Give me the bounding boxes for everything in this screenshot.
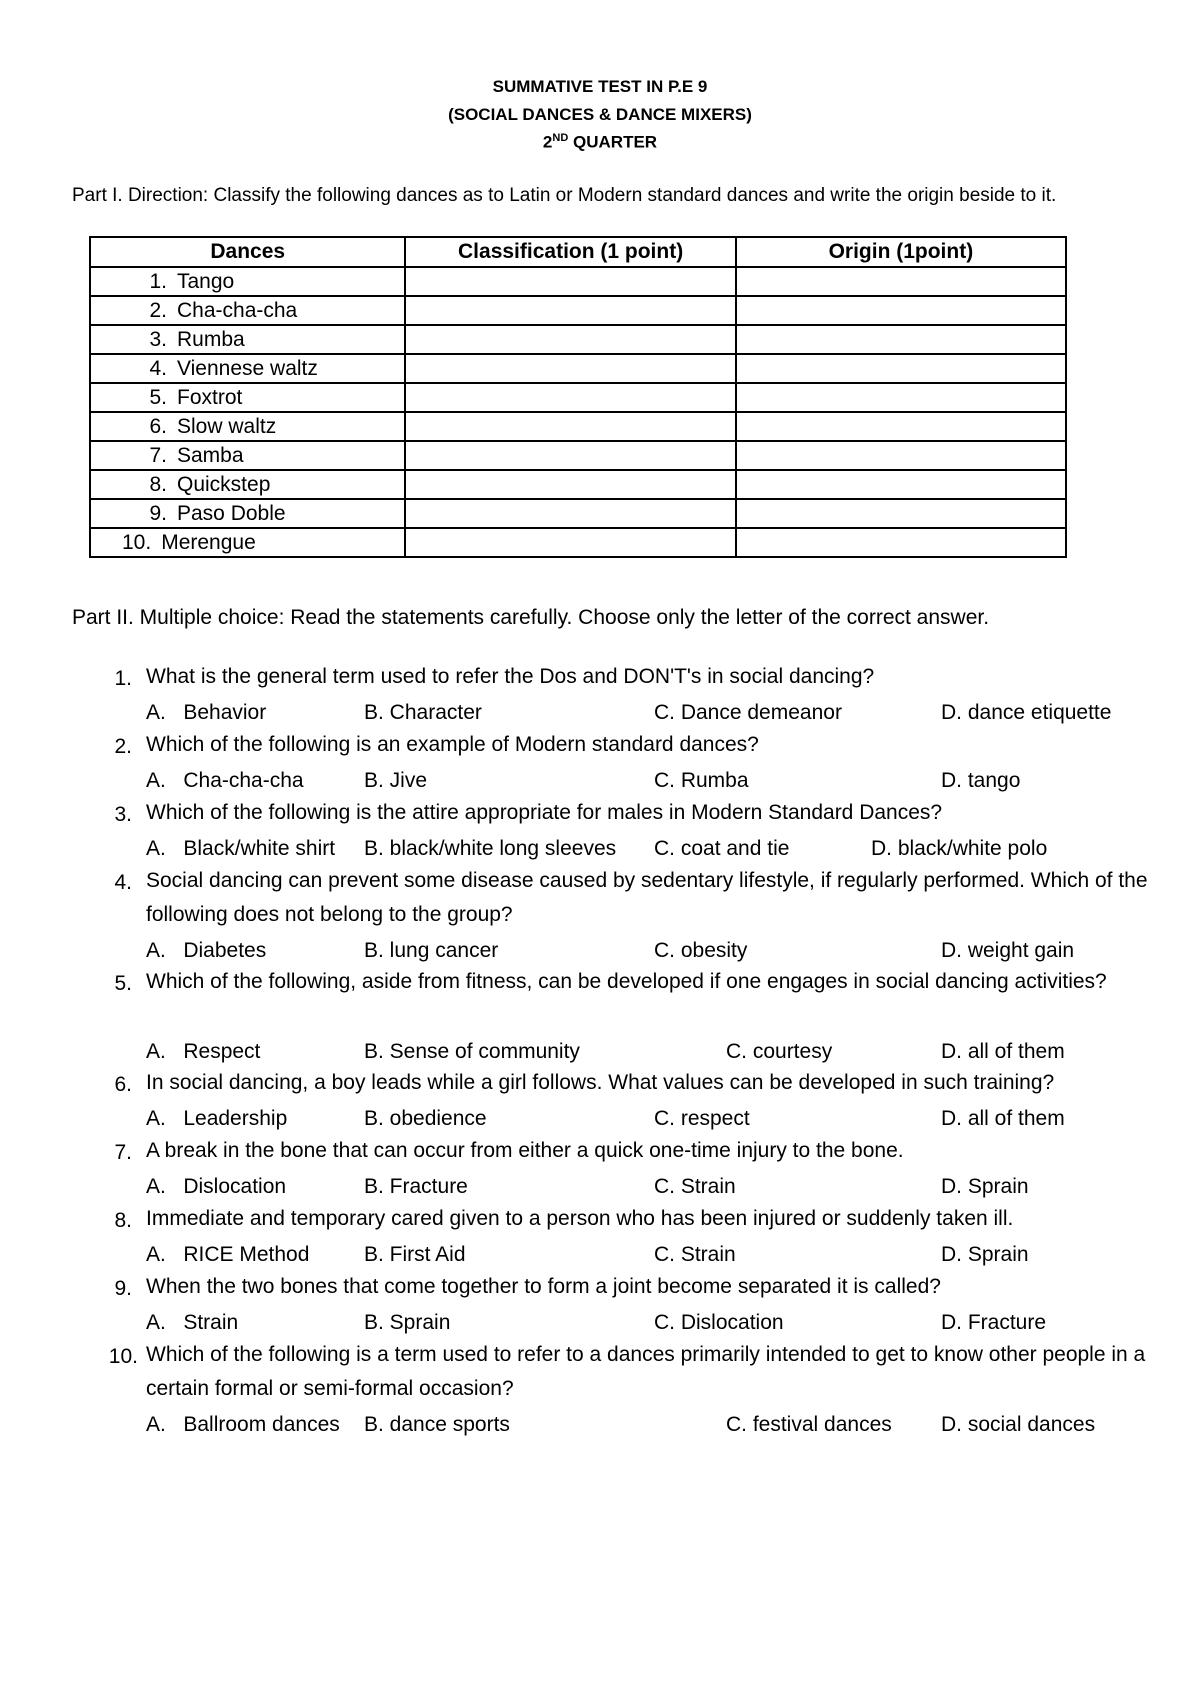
dance-name: Samba [177,443,244,467]
option-d[interactable]: D. all of them [941,1040,1065,1063]
option-a[interactable]: A. Strain [146,1311,239,1334]
classification-answer-cell[interactable] [405,267,735,296]
classification-answer-cell[interactable] [405,383,735,412]
table-row [90,499,1066,528]
classification-answer-cell[interactable] [405,441,735,470]
table-row [90,528,1066,557]
question-text: Which of the following is a term used to refer to a dances primarily intended to get to know other people in a certain formal or semi-formal occasion? [146,1343,1146,1400]
option-c[interactable]: C. festival dances [726,1413,892,1436]
dance-number: 7. [149,443,167,467]
origin-answer-cell[interactable] [736,528,1066,557]
option-d[interactable]: D. dance etiquette [941,701,1112,724]
dance-name: Slow waltz [177,414,277,438]
option-d[interactable]: D. black/white polo [871,837,1048,860]
option-d[interactable]: D. Sprain [941,1175,1029,1198]
option-b[interactable]: B. dance sports [364,1413,510,1436]
origin-answer-cell[interactable] [736,412,1066,441]
option-b[interactable]: B. black/white long sleeves [364,837,617,860]
question-text: Which of the following, aside from fitness, can be developed if one engages in social dancing activities? [146,970,1107,993]
table-row [90,267,1066,296]
classification-answer-cell[interactable] [405,412,735,441]
classification-answer-cell[interactable] [405,354,735,383]
origin-answer-cell[interactable] [736,296,1066,325]
dance-name: Paso Doble [177,501,286,525]
table-row [90,383,1066,412]
question-number: 3. [114,803,132,826]
option-a[interactable]: A. Respect [146,1040,261,1063]
option-b[interactable]: B. Fracture [364,1175,468,1198]
dance-number: 1. [149,269,167,293]
answer-options [146,1107,1146,1137]
option-c[interactable]: C. Strain [654,1175,736,1198]
classification-answer-cell[interactable] [405,528,735,557]
test-subtitle: (SOCIAL DANCES & DANCE MIXERS) [448,105,752,124]
question-number: 2. [114,735,132,758]
origin-answer-cell[interactable] [736,267,1066,296]
option-a[interactable]: A. RICE Method [146,1243,310,1266]
option-c[interactable]: C. Strain [654,1243,736,1266]
option-d[interactable]: D. Fracture [941,1311,1047,1334]
dance-cell [90,441,405,470]
dance-cell [90,412,405,441]
column-header-classification: Classification (1 point) [405,237,735,267]
dance-name: Viennese waltz [177,356,318,380]
answer-options [146,1243,1146,1273]
option-c[interactable]: C. Dance demeanor [654,701,842,724]
part1-direction: Part I. Direction: Classify the following dances as to Latin or Modern standard dances and write the origin beside to it. [72,185,1057,206]
dance-cell [90,354,405,383]
classification-answer-cell[interactable] [405,325,735,354]
question-number: 4. [114,871,132,894]
table-row [90,412,1066,441]
table-row [90,354,1066,383]
answer-options [146,1413,1146,1443]
dance-cell [90,499,405,528]
option-c[interactable]: C. Dislocation [654,1311,784,1334]
dance-cell [90,325,405,354]
option-d[interactable]: D. social dances [941,1413,1096,1436]
origin-answer-cell[interactable] [736,325,1066,354]
option-a[interactable]: A. Leadership [146,1107,288,1130]
answer-options [146,769,1146,799]
option-a[interactable]: A. Cha-cha-cha [146,769,304,792]
option-b[interactable]: B. First Aid [364,1243,466,1266]
option-a[interactable]: A. Ballroom dances [146,1413,340,1436]
dance-cell [90,267,405,296]
question-text: What is the general term used to refer the Dos and DON'T's in social dancing? [146,665,875,688]
dance-number: 8. [149,472,167,496]
question-text: A break in the bone that can occur from either a quick one-time injury to the bone. [146,1139,904,1162]
option-b[interactable]: B. Sense of community [364,1040,580,1063]
dance-number: 6. [149,414,167,438]
option-c[interactable]: C. Rumba [654,769,749,792]
column-header-origin: Origin (1point) [736,237,1066,267]
question-text: When the two bones that come together to form a joint become separated it is called? [146,1275,941,1298]
quarter-label [0,132,1200,153]
dance-number: 3. [149,327,167,351]
table-row [90,441,1066,470]
test-title: SUMMATIVE TEST IN P.E 9 [492,77,708,96]
question-text: Social dancing can prevent some disease caused by sedentary lifestyle, if regularly performed. Which of the following does not belong to the group? [146,869,1148,926]
question-text: Immediate and temporary cared given to a person who has been injured or suddenly taken ill. [146,1207,1014,1230]
column-header-dances: Dances [90,237,405,267]
option-c[interactable]: C. obesity [654,939,748,962]
table-row [90,296,1066,325]
dance-cell [90,383,405,412]
dance-name: Cha-cha-cha [177,298,298,322]
classification-answer-cell[interactable] [405,470,735,499]
origin-answer-cell[interactable] [736,499,1066,528]
option-c[interactable]: C. coat and tie [654,837,790,860]
dance-number: 5. [149,385,167,409]
question-number: 1. [114,667,132,690]
dance-name: Tango [177,269,235,293]
origin-answer-cell[interactable] [736,470,1066,499]
origin-answer-cell[interactable] [736,383,1066,412]
quarter-word: QUARTER [573,132,658,152]
table-row [90,470,1066,499]
dance-name: Foxtrot [177,385,243,409]
question-text: Which of the following is an example of Modern standard dances? [146,733,759,756]
option-b[interactable]: B. lung cancer [364,939,499,962]
dance-name: Quickstep [177,472,271,496]
question-number: 8. [114,1209,132,1232]
option-c[interactable]: C. respect [654,1107,750,1130]
answer-options [146,701,1146,731]
answer-options [146,837,1146,867]
answer-options [146,1175,1146,1205]
option-a[interactable]: A. Behavior [146,701,267,724]
option-b[interactable]: B. Character [364,701,482,724]
option-d[interactable]: D. weight gain [941,939,1075,962]
table-row [90,325,1066,354]
dance-name: Rumba [177,327,245,351]
dance-number: 9. [149,501,167,525]
origin-answer-cell[interactable] [736,441,1066,470]
option-b[interactable]: B. obedience [364,1107,487,1130]
dance-number: 10. [122,530,152,554]
dance-number: 2. [149,298,167,322]
question-text: Which of the following is the attire appropriate for males in Modern Standard Dances? [146,801,943,824]
option-b[interactable]: B. Sprain [364,1311,451,1334]
question-number: 5. [114,972,132,995]
dance-cell [90,528,405,557]
quarter-number: 2 [542,132,553,152]
question-number: 6. [114,1073,132,1096]
quarter-superscript: ND [552,132,569,144]
question-number: 9. [114,1277,132,1300]
option-d[interactable]: D. tango [941,769,1021,792]
dance-number: 4. [149,356,167,380]
option-d[interactable]: D. Sprain [941,1243,1029,1266]
option-d[interactable]: D. all of them [941,1107,1065,1130]
question-number: 10. [108,1345,138,1368]
classification-answer-cell[interactable] [405,296,735,325]
question-text: In social dancing, a boy leads while a girl follows. What values can be developed in such training? [146,1071,1055,1094]
table-header-row [90,237,1066,267]
option-a[interactable]: A. Dislocation [146,1175,287,1198]
dances-table [89,236,1067,558]
option-a[interactable]: A. Diabetes [146,939,267,962]
dance-name: Merengue [161,530,256,554]
part2-direction: Part II. Multiple choice: Read the statements carefully. Choose only the letter of the correct answer. [72,606,990,629]
dance-cell [90,470,405,499]
answer-options [146,1311,1146,1341]
origin-answer-cell[interactable] [736,354,1066,383]
option-b[interactable]: B. Jive [364,769,428,792]
question-number: 7. [114,1141,132,1164]
option-a[interactable]: A. Black/white shirt [146,837,336,860]
dance-cell [90,296,405,325]
classification-answer-cell[interactable] [405,499,735,528]
option-c[interactable]: C. courtesy [726,1040,833,1063]
